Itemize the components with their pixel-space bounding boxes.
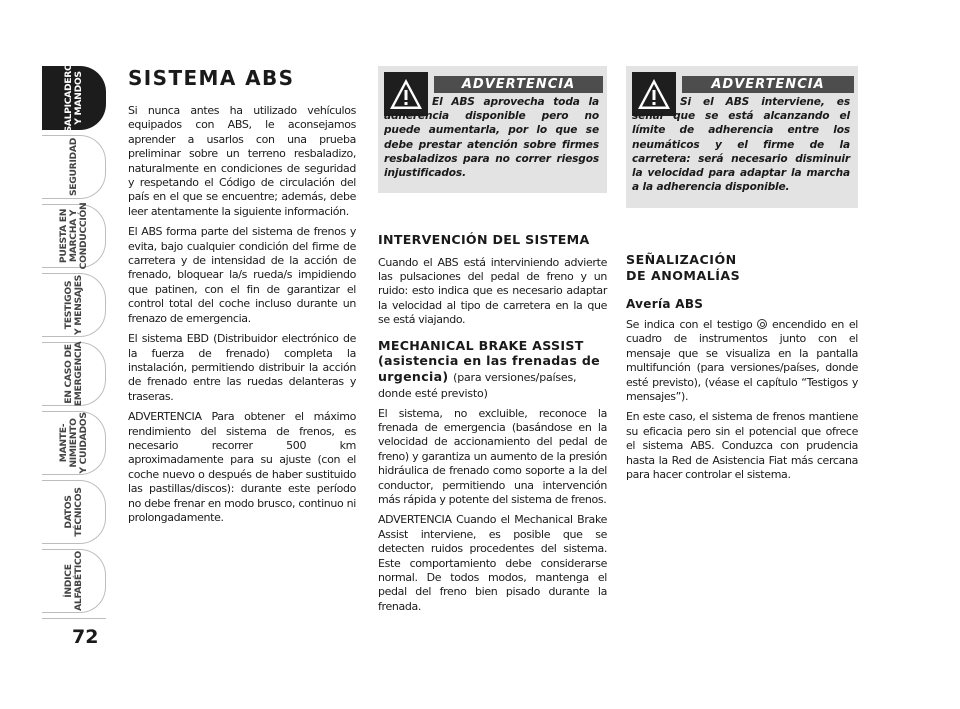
tab-label: SALPICADERO Y MANDOS [62,63,84,133]
paragraph: El ABS forma parte del sistema de frenos y evita, bajo cualquier condición del firme de carretera y de intensidad de la acción de frenado, bloquear la/s rueda/s impidiendo que patinen, con el fin de garantizar el control total del coche incluso durante un frenazo de emergencia. [128,225,356,325]
tab-label: TESTIGOS Y MENSAJES [62,275,84,335]
warning-text: Si el ABS interviene, es señal que se está alcanzando el límite de adherencia entre los neumáticos y el firme de la carretera: será necesario disminuir la velocidad para adaptar la marcha a la adherencia disponible. [632,96,850,194]
paragraph-abs-fault [626,318,858,404]
tab-datos-tecnicos[interactable] [42,480,106,544]
sidebar-divider [42,618,106,619]
page-number: 72 [72,626,99,648]
paragraph-text: Se indica con el testigo [626,318,753,331]
tab-label: DATOS TÉCNICOS [62,487,84,537]
warning-text: El ABS aprovecha toda la adherencia disponible pero no puede aumentarla, por lo que se debe prestar atención sobre firmes resbaladizos para no correr riesgos injustificados. [384,96,599,180]
tab-label: ÍNDICE ALFABÉTICO [62,551,84,611]
warning-box-2 [626,66,858,208]
column-fault-signalling [626,252,858,488]
warning-banner: ADVERTENCIA [682,76,854,93]
section-heading-text: MECHANICAL BRAKE ASSIST (asistencia en las frenadas de urgencia) [378,337,600,384]
tab-label: EN CASO DE EMERGENCIA [62,341,84,407]
section-heading-mba [378,338,607,402]
tab-puesta-en-marcha[interactable] [42,204,106,268]
tab-label: SEGURIDAD [67,137,79,197]
abs-warning-lamp-icon [757,319,767,329]
paragraph: Cuando el ABS está interviniendo advierte las pulsaciones del pedal de freno y un ruido: esto indica que es necesario adaptar la velocidad al tipo de carretera en la que se está viajando. [378,255,607,327]
page-title: SISTEMA ABS [128,66,295,90]
warning-box-1 [378,66,607,193]
paragraph: ADVERTENCIA Para obtener el máximo rendimiento del sistema de frenos, es necesario recorrer 500 km aproximadamente para su ajuste (con el coche nuevo o después de haber sustituido las pastillas/discos): durante este período no debe frenar en modo brusco, continuo ni prolongadamente. [128,410,356,524]
subheading: Avería ABS [626,297,704,311]
tab-mantenimiento[interactable] [42,411,106,475]
tab-label: PUESTA EN MARCHA Y CONDUCCIÓN [57,202,89,270]
tab-seguridad[interactable] [42,135,106,199]
paragraph: El sistema EBD (Distribuidor electrónico de la fuerza de frenado) completa la instalación, permitiendo distribuir la acción de frenado entre las ruedas delanteras y traseras. [128,332,356,403]
paragraph: En este caso, el sistema de frenos mantiene su eficacia pero sin el potencial que ofrece el sistema ABS. Conduzca con prudencia hasta la Red de Asistencia Fiat más cercana para hacer controlar el sistema. [626,410,858,482]
tab-salpicadero[interactable] [42,63,106,133]
paragraph: ADVERTENCIA Cuando el Mechanical Brake Assist interviene, es posible que se detecten ruidos procedentes del sistema. Este comportamiento debe considerarse normal. De todos modos, mantenga el pedal del freno bien pisado durante la frenada. [378,513,607,613]
tab-emergencia[interactable] [42,342,106,406]
paragraph: Si nunca antes ha utilizado vehículos equipados con ABS, le aconsejamos aprender a usarlos con una prueba preliminar sobre un terreno resbaladizo, naturalmente en condiciones de seguridad y respetando el Código de circulación del país en el que se encuentre; además, debe leer atentamente la siguiente información. [128,104,356,218]
column-abs-system [128,66,356,531]
paragraph-text: encendido en el cuadro de instrumentos junto con el mensaje que se visualiza en la pantalla multifunción (para versiones/países, donde esté previsto), (véase el capítulo “Testigos y mensajes”). [626,318,858,404]
column-system-intervention [378,232,607,620]
section-heading: INTERVENCIÓN DEL SISTEMA [378,232,590,247]
tab-indice[interactable] [42,549,106,613]
section-heading-note: (para versiones/países, donde esté previsto) [378,370,577,401]
tab-label: MANTE- NIMIENTO Y CUIDADOS [57,412,89,474]
section-heading: SEÑALIZACIÓN DE ANOMALÍAS [626,252,741,283]
paragraph: El sistema, no excluible, reconoce la frenada de emergencia (basándose en la velocidad de accionamiento del pedal de freno) y garantiza un aumento de la presión hidráulica de frenado como soporte a la del conductor, permitiendo una intervención más rápida y potente del sistema de frenos. [378,406,607,506]
warning-banner: ADVERTENCIA [434,76,603,93]
tab-testigos[interactable] [42,273,106,337]
